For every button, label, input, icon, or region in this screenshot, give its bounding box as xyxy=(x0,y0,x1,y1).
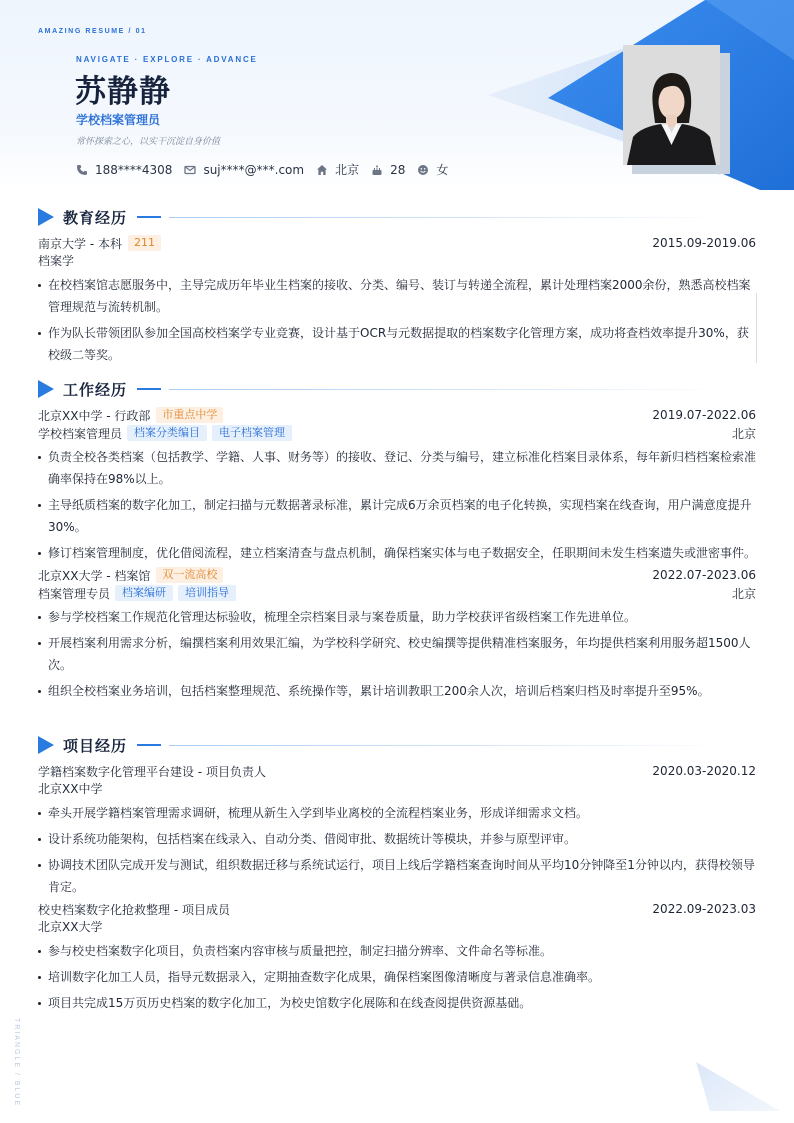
title-underline xyxy=(137,216,161,218)
work-date: 2019.07-2022.06 xyxy=(652,408,756,422)
school-tag: 211 xyxy=(128,235,161,251)
resume-header xyxy=(0,0,794,190)
list-item: 开展档案利用需求分析，编撰档案利用效果汇编，为学校科学研究、校史编撰等提供精准档案服务，年均提供档案利用服务超1500人次。 xyxy=(38,632,756,676)
title-underline xyxy=(137,388,161,390)
project-org: 北京XX大学 xyxy=(38,920,103,934)
role: 学校档案管理员 xyxy=(38,426,123,441)
skill-tag: 培训指导 xyxy=(178,585,236,601)
list-item: 组织全校档案业务培训，包括档案整理规范、系统操作等，累计培训教职工200余人次，培训后档案归档及时率提升至95%。 xyxy=(38,680,756,702)
city-text: 北京 xyxy=(335,163,360,177)
work-item xyxy=(38,566,756,702)
section-title: 教育经历 xyxy=(63,208,128,227)
skill-tag: 档案分类编目 xyxy=(127,425,207,441)
project-bullets xyxy=(38,940,756,1014)
section-header-projects xyxy=(38,734,756,756)
project-date: 2020.03-2020.12 xyxy=(652,764,756,778)
list-item: 设计系统功能架构，包括档案在线录入、自动分类、借阅审批、数据统计等模块，并参与原型评审。 xyxy=(38,828,756,850)
contact-phone xyxy=(76,163,172,177)
list-item: 项目共完成15万页历史档案的数字化加工，为校史馆数字化展陈和在线查阅提供资源基础。 xyxy=(38,992,756,1014)
org-tag: 双一流高校 xyxy=(156,567,223,583)
smile-icon xyxy=(417,164,429,176)
contact-email xyxy=(184,163,304,177)
list-item: 牵头开展学籍档案管理需求调研，梳理从新生入学到毕业离校的全流程档案业务，形成详细需求文档。 xyxy=(38,802,756,824)
section-header-work xyxy=(38,378,756,400)
profile-photo xyxy=(623,45,720,165)
vertical-divider xyxy=(756,293,757,363)
organization: 北京XX大学 - 档案馆 xyxy=(38,568,151,583)
project-org: 北京XX中学 xyxy=(38,782,103,796)
work-date: 2022.07-2023.06 xyxy=(652,568,756,582)
side-watermark-text: TRIANGLE / BLUE xyxy=(13,1018,20,1108)
project-row xyxy=(38,762,756,780)
skill-tag: 档案编研 xyxy=(115,585,173,601)
list-item: 主导纸质档案的数字化加工，制定扫描与元数据著录标准，累计完成6万余页档案的电子化转换，实现档案在线查询，用户满意度提升30%。 xyxy=(38,494,756,538)
work-section xyxy=(38,378,756,702)
triangle-icon xyxy=(38,208,54,226)
list-item: 协调技术团队完成开发与测试，组织数据迁移与系统试运行，项目上线后学籍档案查询时间从平均10分钟降至1分钟以内，获得校领导肯定。 xyxy=(38,854,756,898)
list-item: 在校档案馆志愿服务中，主导完成历年毕业生档案的接收、分类、编号、装订与转递全流程，累计处理档案2000余份，熟悉高校档案管理规范与流转机制。 xyxy=(38,274,756,318)
work-row xyxy=(38,406,756,424)
home-icon xyxy=(316,164,328,176)
list-item: 参与校史档案数字化项目，负责档案内容审核与质量把控，制定扫描分辨率、文件命名等标准。 xyxy=(38,940,756,962)
divider-line xyxy=(169,389,726,390)
list-item: 作为队长带领团队参加全国高校档案学专业竞赛，设计基于OCR与元数据提取的档案数字化管理方案，成功将查档效率提升30%，获校级二等奖。 xyxy=(38,322,756,366)
contact-row xyxy=(76,161,460,178)
list-item: 修订档案管理制度，优化借阅流程，建立档案清查与盘点机制，确保档案实体与电子数据安全，任职期间未发生档案遗失或泄密事件。 xyxy=(38,542,756,564)
skill-tag: 电子档案管理 xyxy=(212,425,292,441)
motto-tagline: NAVIGATE · EXPLORE · ADVANCE xyxy=(76,55,258,64)
phone-icon xyxy=(76,164,88,176)
email-text: suj****@***.com xyxy=(203,162,305,177)
triangle-icon xyxy=(38,736,54,754)
triangle-icon xyxy=(38,380,54,398)
section-title: 工作经历 xyxy=(63,380,128,399)
corner-triangle-decoration xyxy=(690,1060,794,1123)
age-text: 28 xyxy=(390,162,406,177)
project-name: 学籍档案数字化管理平台建设 - 项目负责人 xyxy=(38,764,266,779)
work-row xyxy=(38,566,756,584)
organization: 北京XX中学 - 行政部 xyxy=(38,408,151,423)
list-item: 参与学校档案工作规范化管理达标验收，梳理全宗档案目录与案卷质量，助力学校获评省级档案工作先进单位。 xyxy=(38,606,756,628)
contact-gender xyxy=(417,161,448,178)
role-row xyxy=(38,584,756,602)
section-header-education xyxy=(38,206,756,228)
education-section xyxy=(38,206,756,366)
org-tag: 市重点中学 xyxy=(156,407,223,423)
cake-icon xyxy=(371,164,383,176)
project-date: 2022.09-2023.03 xyxy=(652,902,756,916)
education-row xyxy=(38,234,756,252)
title-underline xyxy=(137,744,161,746)
work-item xyxy=(38,406,756,564)
slogan: 常怀探索之心，以实干沉淀自身价值 xyxy=(76,137,221,147)
project-item xyxy=(38,900,756,1014)
education-date: 2015.09-2019.06 xyxy=(652,236,756,250)
mail-icon xyxy=(184,164,196,176)
top-tag: AMAZING RESUME / 01 xyxy=(38,28,147,35)
role-row xyxy=(38,424,756,442)
work-city: 北京 xyxy=(731,426,756,441)
project-row xyxy=(38,900,756,918)
section-title: 项目经历 xyxy=(63,736,128,755)
gender-text: 女 xyxy=(436,163,449,177)
list-item: 培训数字化加工人员，指导元数据录入，定期抽查数字化成果，确保档案图像清晰度与著录信息准确率。 xyxy=(38,966,756,988)
project-item xyxy=(38,762,756,898)
project-bullets xyxy=(38,802,756,898)
role: 档案管理专员 xyxy=(38,586,111,601)
work-bullets xyxy=(38,606,756,702)
list-item: 负责全校各类档案（包括教学、学籍、人事、财务等）的接收、登记、分类与编号，建立标准化档案目录体系，每年新归档档案检索准确率保持在98%以上。 xyxy=(38,446,756,490)
candidate-name: 苏静静 xyxy=(75,74,171,110)
school-name: 南京大学 - 本科 xyxy=(38,236,122,251)
phone-text: 188****4308 xyxy=(95,162,173,177)
contact-age xyxy=(371,163,405,177)
work-city: 北京 xyxy=(731,586,756,601)
job-title: 学校档案管理员 xyxy=(76,113,161,127)
education-bullets xyxy=(38,274,756,366)
education-item xyxy=(38,234,756,366)
projects-section xyxy=(38,734,756,1014)
work-bullets xyxy=(38,446,756,564)
project-name: 校史档案数字化抢救整理 - 项目成员 xyxy=(38,902,230,917)
divider-line xyxy=(169,745,726,746)
contact-city xyxy=(316,161,359,178)
major: 档案学 xyxy=(38,254,75,268)
divider-line xyxy=(169,217,726,218)
